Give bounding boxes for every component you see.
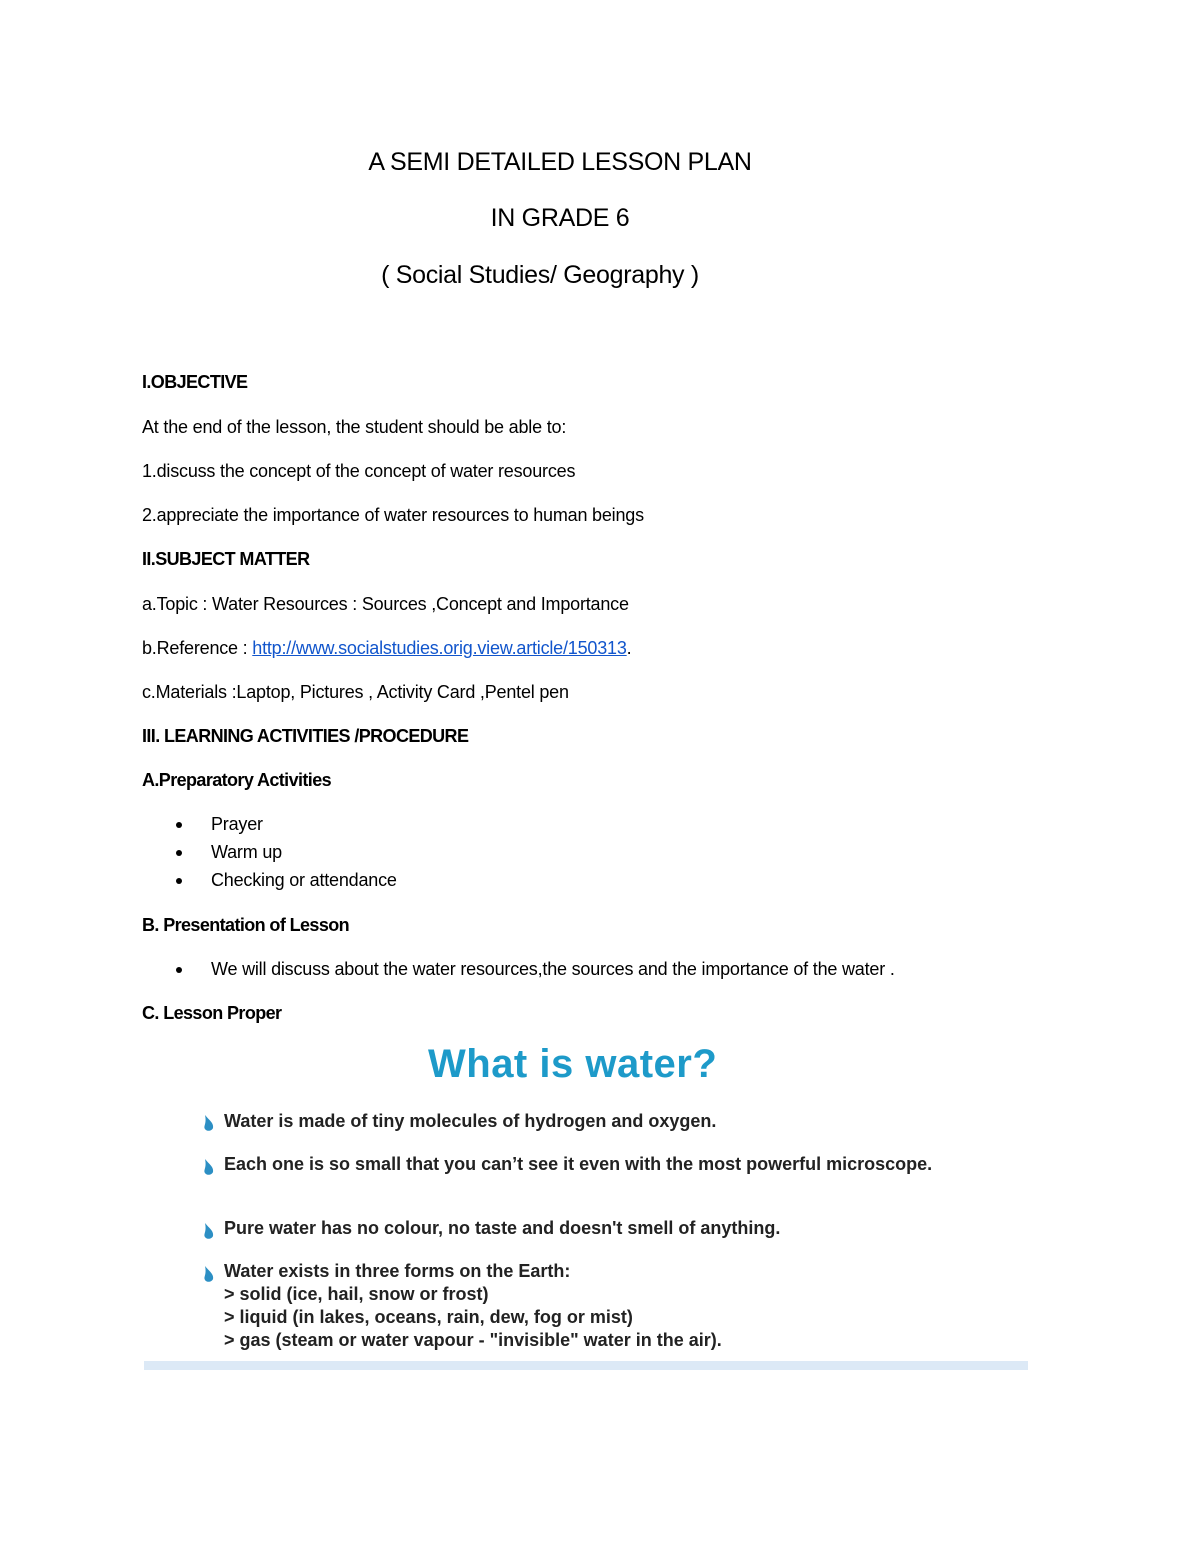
subject-materials: c.Materials :Laptop, Pictures , Activity Card ,Pentel pen bbox=[142, 682, 569, 702]
subject-matter-heading: II.SUBJECT MATTER bbox=[142, 549, 310, 569]
reference-label: b.Reference : bbox=[142, 638, 253, 658]
objective-item-2: 2.appreciate the importance of water resources to human beings bbox=[142, 505, 644, 525]
lesson-proper-heading: C. Lesson Proper bbox=[142, 1003, 282, 1023]
water-picture-title: What is water? bbox=[428, 1042, 718, 1086]
water-drop-icon bbox=[202, 1114, 216, 1132]
water-fact: Pure water has no colour, no taste and doesn't smell of anything. bbox=[224, 1218, 781, 1238]
bullet-icon bbox=[176, 822, 182, 828]
water-form-item: > gas (steam or water vapour - "invisible" water in the air). bbox=[224, 1330, 722, 1350]
subject-topic: a.Topic : Water Resources : Sources ,Concept and Importance bbox=[142, 594, 629, 614]
what-is-water-picture bbox=[144, 1030, 1028, 1370]
water-fact: Water exists in three forms on the Earth: bbox=[224, 1261, 571, 1281]
water-drop-icon bbox=[202, 1265, 216, 1283]
list-item-text: Prayer bbox=[211, 814, 263, 834]
water-form-item: > liquid (in lakes, oceans, rain, dew, fog or mist) bbox=[224, 1307, 633, 1327]
bullet-icon bbox=[176, 850, 182, 856]
water-fact: Each one is so small that you can’t see it even with the most powerful microscope. bbox=[224, 1154, 933, 1174]
subject-reference bbox=[142, 638, 631, 659]
reference-link[interactable]: http://www.socialstudies.orig.view.article/150313 bbox=[252, 638, 627, 658]
document-title-line-2: IN GRADE 6 bbox=[490, 204, 630, 232]
document-title-line-1: A SEMI DETAILED LESSON PLAN bbox=[368, 148, 752, 176]
list-item-text: Warm up bbox=[211, 842, 282, 862]
objective-intro: At the end of the lesson, the student should be able to: bbox=[142, 417, 567, 437]
bullet-icon bbox=[176, 878, 182, 884]
presentation-heading: B. Presentation of Lesson bbox=[142, 915, 350, 935]
learning-activities-heading: III. LEARNING ACTIVITIES /PROCEDURE bbox=[142, 726, 469, 746]
objective-heading: I.OBJECTIVE bbox=[142, 372, 248, 392]
picture-bottom-bar bbox=[144, 1361, 1028, 1370]
water-drop-icon bbox=[202, 1158, 216, 1176]
list-item-text: We will discuss about the water resources,the sources and the importance of the water . bbox=[211, 959, 895, 979]
water-fact: Water is made of tiny molecules of hydrogen and oxygen. bbox=[224, 1111, 717, 1131]
preparatory-activities-heading: A.Preparatory Activities bbox=[142, 770, 332, 790]
bullet-icon bbox=[176, 967, 182, 973]
list-item-text: Checking or attendance bbox=[211, 870, 397, 890]
reference-suffix: . bbox=[626, 638, 632, 658]
objective-item-1: 1.discuss the concept of the concept of water resources bbox=[142, 461, 576, 481]
water-form-item: > solid (ice, hail, snow or frost) bbox=[224, 1284, 489, 1304]
water-drop-icon bbox=[202, 1222, 216, 1240]
document-title-line-3: ( Social Studies/ Geography ) bbox=[381, 261, 699, 289]
water-forms-block bbox=[224, 1260, 954, 1352]
